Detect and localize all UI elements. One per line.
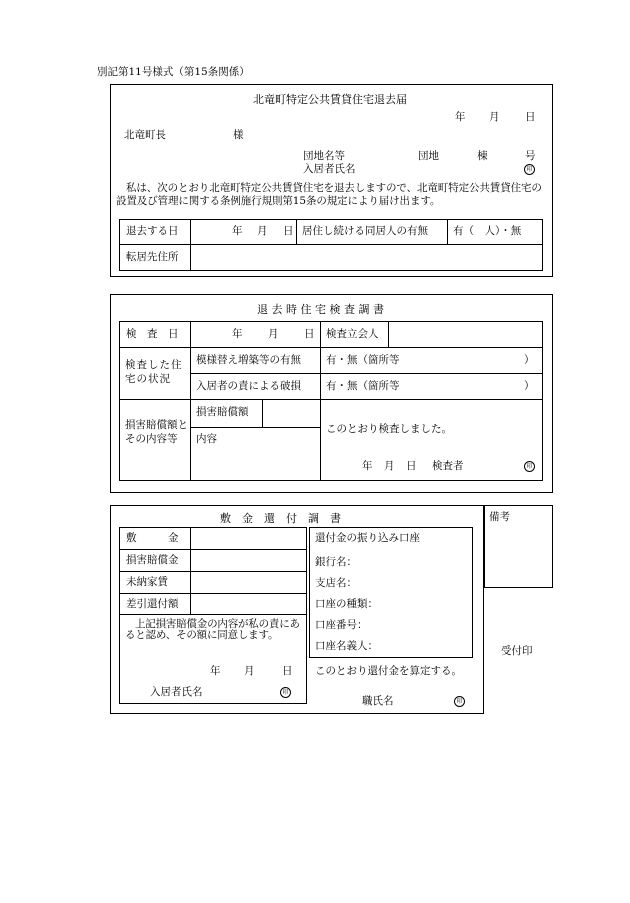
danchi-label: 団地名等 [303, 150, 345, 162]
refund-account-box [309, 527, 473, 658]
consent-text: 上記損害賠償金の内容が私の責にあると認め、その額に同意します。 [125, 618, 300, 641]
cohabitant-label: 居住し続ける同居人の有無 [302, 225, 428, 237]
bank-name-label: 銀行名： [315, 556, 357, 568]
inspector-seal-icon: 印 [524, 461, 535, 472]
content-label: 内容 [196, 433, 217, 445]
inspect-year: 年 [232, 328, 243, 340]
witness-label: 検査立会人 [326, 328, 379, 340]
consent-seal-icon: 印 [280, 687, 291, 698]
remarks-label: 備考 [489, 511, 510, 523]
branch-name-label: 支店名： [315, 577, 357, 589]
unit-suffix: 号 [525, 150, 536, 162]
danchi-suffix: 団地 [418, 150, 439, 162]
notice-date-month: 月 [489, 111, 500, 123]
inspector-label: 検査者 [432, 460, 464, 472]
form-label: 別記第11号様式（第15条関係） [97, 66, 250, 78]
renovation-value: 有・無（箇所等 [326, 354, 400, 366]
compensation-amount-label: 損害賠償額 [196, 406, 249, 418]
received-stamp-label: 受付印 [501, 645, 533, 657]
moveout-notice-title: 北竜町特定公共賃貸住宅退去届 [253, 93, 407, 106]
deposit-refund-title: 敷 金 還 付 調 書 [220, 512, 341, 525]
inspection-title: 退 去 時 住 宅 検 査 調 書 [257, 303, 384, 316]
inspect-day: 日 [304, 328, 315, 340]
damage-label: 入居者の責による破損 [196, 380, 301, 392]
damage-paren: ） [524, 380, 535, 392]
renovation-paren: ） [524, 354, 535, 366]
staff-name-label: 職氏名 [362, 695, 394, 707]
mayor-honorific: 様 [233, 129, 244, 141]
account-title: 還付金の振り込み口座 [315, 532, 420, 544]
inspect-date-label: 検 査 日 [126, 328, 179, 340]
moveout-date-label: 退去する日 [126, 225, 179, 237]
refund-calc-text: このとおり還付金を算定する。 [315, 665, 462, 677]
new-address-label: 転居先住所 [126, 251, 179, 263]
resident-name-label: 入居者氏名 [303, 163, 356, 175]
notice-body-text: 私は、次のとおり北竜町特定公共賃貸住宅を退去しますので、北竜町特定公共賃貸住宅の設置及び管理に関する条例施行規則第15条の規定により届け出ます。 [116, 182, 542, 207]
moveout-day: 日 [283, 225, 294, 237]
renovation-label: 模様替え増築等の有無 [196, 354, 301, 366]
compensation-label: 損害賠償額とその内容等 [125, 419, 188, 445]
notice-date-year: 年 [455, 111, 466, 123]
staff-seal-icon: 印 [454, 696, 465, 707]
account-holder-label: 口座名義人： [315, 640, 378, 652]
consent-resident-name-label: 入居者氏名 [150, 686, 203, 698]
resident-seal-icon: 印 [524, 164, 535, 175]
account-type-label: 口座の種類： [315, 598, 378, 610]
consent-month: 月 [244, 665, 255, 677]
damage-value: 有・無（箇所等 [326, 380, 400, 392]
notice-date-day: 日 [525, 111, 536, 123]
cohabitant-value: 有（ 人）・無 [453, 225, 522, 237]
moveout-year: 年 [232, 225, 243, 237]
moveout-month: 月 [257, 225, 268, 237]
inspection-confirm-text: このとおり検査しました。 [326, 423, 452, 435]
inspect-sign-month: 月 [384, 460, 395, 472]
compensation-amount-row-label: 損害賠償金 [126, 554, 179, 566]
inspect-sign-day: 日 [406, 460, 417, 472]
inspect-sign-year: 年 [362, 460, 373, 472]
consent-year: 年 [210, 665, 221, 677]
building-suffix: 棟 [477, 150, 488, 162]
inspection-table [119, 321, 543, 481]
refund-amount-label: 差引還付額 [126, 598, 179, 610]
account-number-label: 口座番号： [315, 619, 368, 631]
mayor-addressee: 北竜町長 [124, 129, 166, 141]
deposit-label: 敷 金 [126, 532, 179, 544]
unpaid-rent-label: 未納家賃 [126, 576, 168, 588]
house-status-label: 検査した住宅の状況 [125, 359, 183, 385]
consent-day: 日 [282, 665, 293, 677]
inspect-month: 月 [268, 328, 279, 340]
